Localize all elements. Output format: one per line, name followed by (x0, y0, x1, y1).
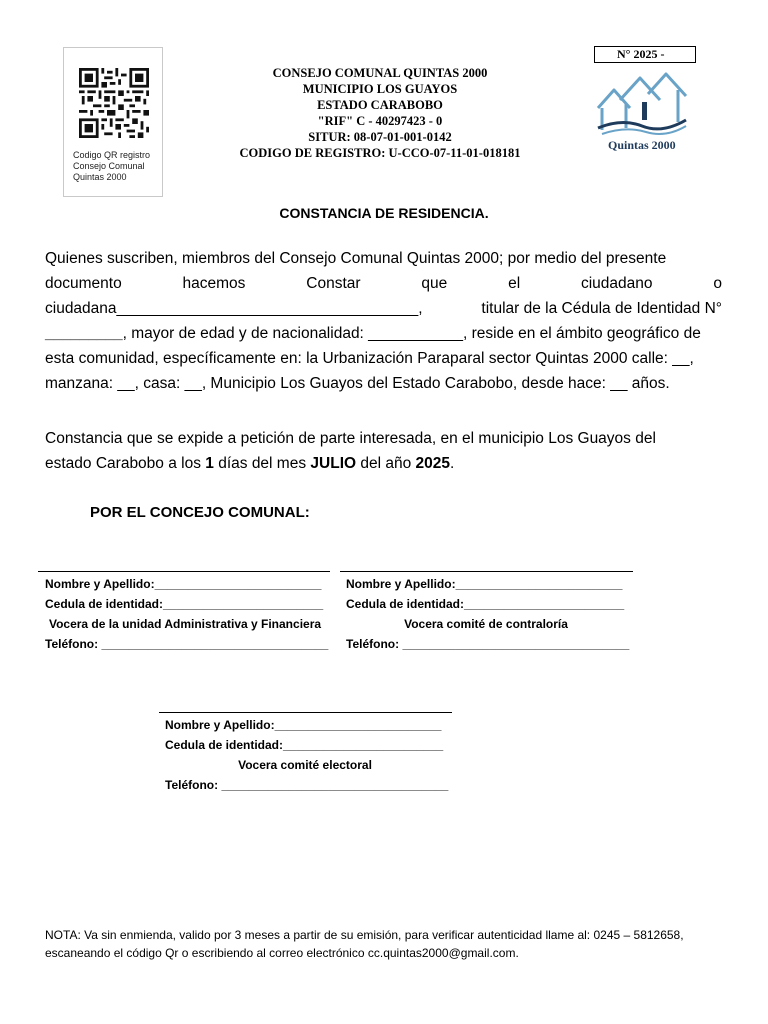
signature-block-contraloria (346, 574, 630, 654)
qr-caption-line: Consejo Comunal (73, 161, 145, 171)
signature-block-admin (45, 574, 329, 654)
role-label: Vocera comité electoral (238, 758, 372, 772)
word: que (421, 275, 448, 292)
paragraph-line: esta comunidad, específicamente en: la Urbanización Paraparal sector Quintas 2000 calle: __, (45, 350, 694, 367)
text-segment: del año (356, 455, 416, 472)
logo-text: Quintas 2000 (608, 138, 676, 152)
name-field: Nombre y Apellido:_________________________ (165, 718, 442, 732)
phone-field: Teléfono: __________________________________ (45, 637, 329, 651)
note-line: escaneando el código Qr o escribiendo al correo electrónico cc.quintas2000@gmail.com. (45, 946, 519, 960)
paragraph-line (45, 321, 722, 346)
qr-code-card (63, 47, 163, 197)
text-segment: días del mes (213, 455, 311, 472)
header-line: CODIGO DE REGISTRO: U-CCO-07-11-01-018181 (239, 146, 521, 160)
qr-caption-line: Quintas 2000 (73, 172, 127, 182)
word: documento (45, 275, 122, 292)
page-title: CONSTANCIA DE RESIDENCIA. (279, 205, 489, 221)
name-field: Nombre y Apellido:_________________________ (346, 577, 623, 591)
paragraph-line (45, 296, 722, 321)
header-line: "RIF" C - 40297423 - 0 (317, 114, 443, 128)
header-line: MUNICIPIO LOS GUAYOS (302, 82, 458, 96)
word: Constar (306, 275, 361, 292)
paragraph-line (45, 271, 722, 296)
residence-paragraph (45, 246, 722, 396)
id-label: titular de la Cédula de Identidad N° (481, 300, 722, 317)
text-segment: . (450, 455, 455, 472)
note-line: NOTA: Va sin enmienda, valido por 3 meses a partir de su emisión, para verificar autenticidad llame al: 0245 – 5812658, (45, 928, 684, 942)
issue-year: 2025 (415, 455, 451, 472)
text-segment: estado Carabobo a los (45, 455, 206, 472)
word: ciudadano (580, 275, 653, 292)
issue-month: JULIO (310, 455, 357, 472)
houses-logo-icon (592, 68, 692, 140)
name-field: Nombre y Apellido:_________________________ (45, 577, 322, 591)
signature-block-electoral (165, 715, 449, 795)
signature-line (340, 571, 633, 572)
paragraph-line (45, 451, 722, 476)
id-field: Cedula de identidad:________________________ (45, 597, 324, 611)
qr-caption (73, 150, 150, 183)
document-number-box: N° 2025 - (594, 46, 696, 63)
nationality-text: , mayor de edad y de nacionalidad: ___________, reside en el ámbito geográfico de (122, 325, 701, 342)
header-line: SITUR: 08-07-01-001-0142 (308, 130, 452, 144)
word: el (508, 275, 521, 292)
id-field: Cedula de identidad:________________________ (346, 597, 625, 611)
qr-caption-line: Codigo QR registro (73, 150, 151, 160)
role-label: Vocera comité de contraloría (404, 617, 568, 631)
citizen-blank: ciudadana___________________________________, (45, 300, 423, 317)
header-line: CONSEJO COMUNAL QUINTAS 2000 (272, 66, 488, 80)
council-heading: POR EL CONCEJO COMUNAL: (90, 504, 310, 521)
phone-field: Teléfono: __________________________________ (346, 637, 630, 651)
word: o (713, 275, 722, 292)
qr-code-icon (79, 68, 149, 138)
id-number-blank: _________ (45, 325, 123, 342)
footer-note (45, 926, 725, 962)
paragraph-line: manzana: __, casa: __, Municipio Los Guayos del Estado Carabobo, desde hace: __ años. (45, 375, 670, 392)
signature-line (159, 712, 452, 713)
role-label: Vocera de la unidad Administrativa y Financiera (48, 617, 322, 631)
signature-line (38, 571, 330, 572)
phone-field: Teléfono: __________________________________ (165, 778, 449, 792)
document-header (180, 65, 580, 161)
id-field: Cedula de identidad:________________________ (165, 738, 444, 752)
issue-day: 1 (205, 455, 214, 472)
word: hacemos (182, 275, 246, 292)
paragraph-line: Quienes suscriben, miembros del Consejo Comunal Quintas 2000; por medio del presente (45, 250, 667, 267)
issue-paragraph (45, 426, 722, 476)
paragraph-line: Constancia que se expide a petición de parte interesada, en el municipio Los Guayos del (45, 430, 656, 447)
header-line: ESTADO CARABOBO (317, 98, 443, 112)
